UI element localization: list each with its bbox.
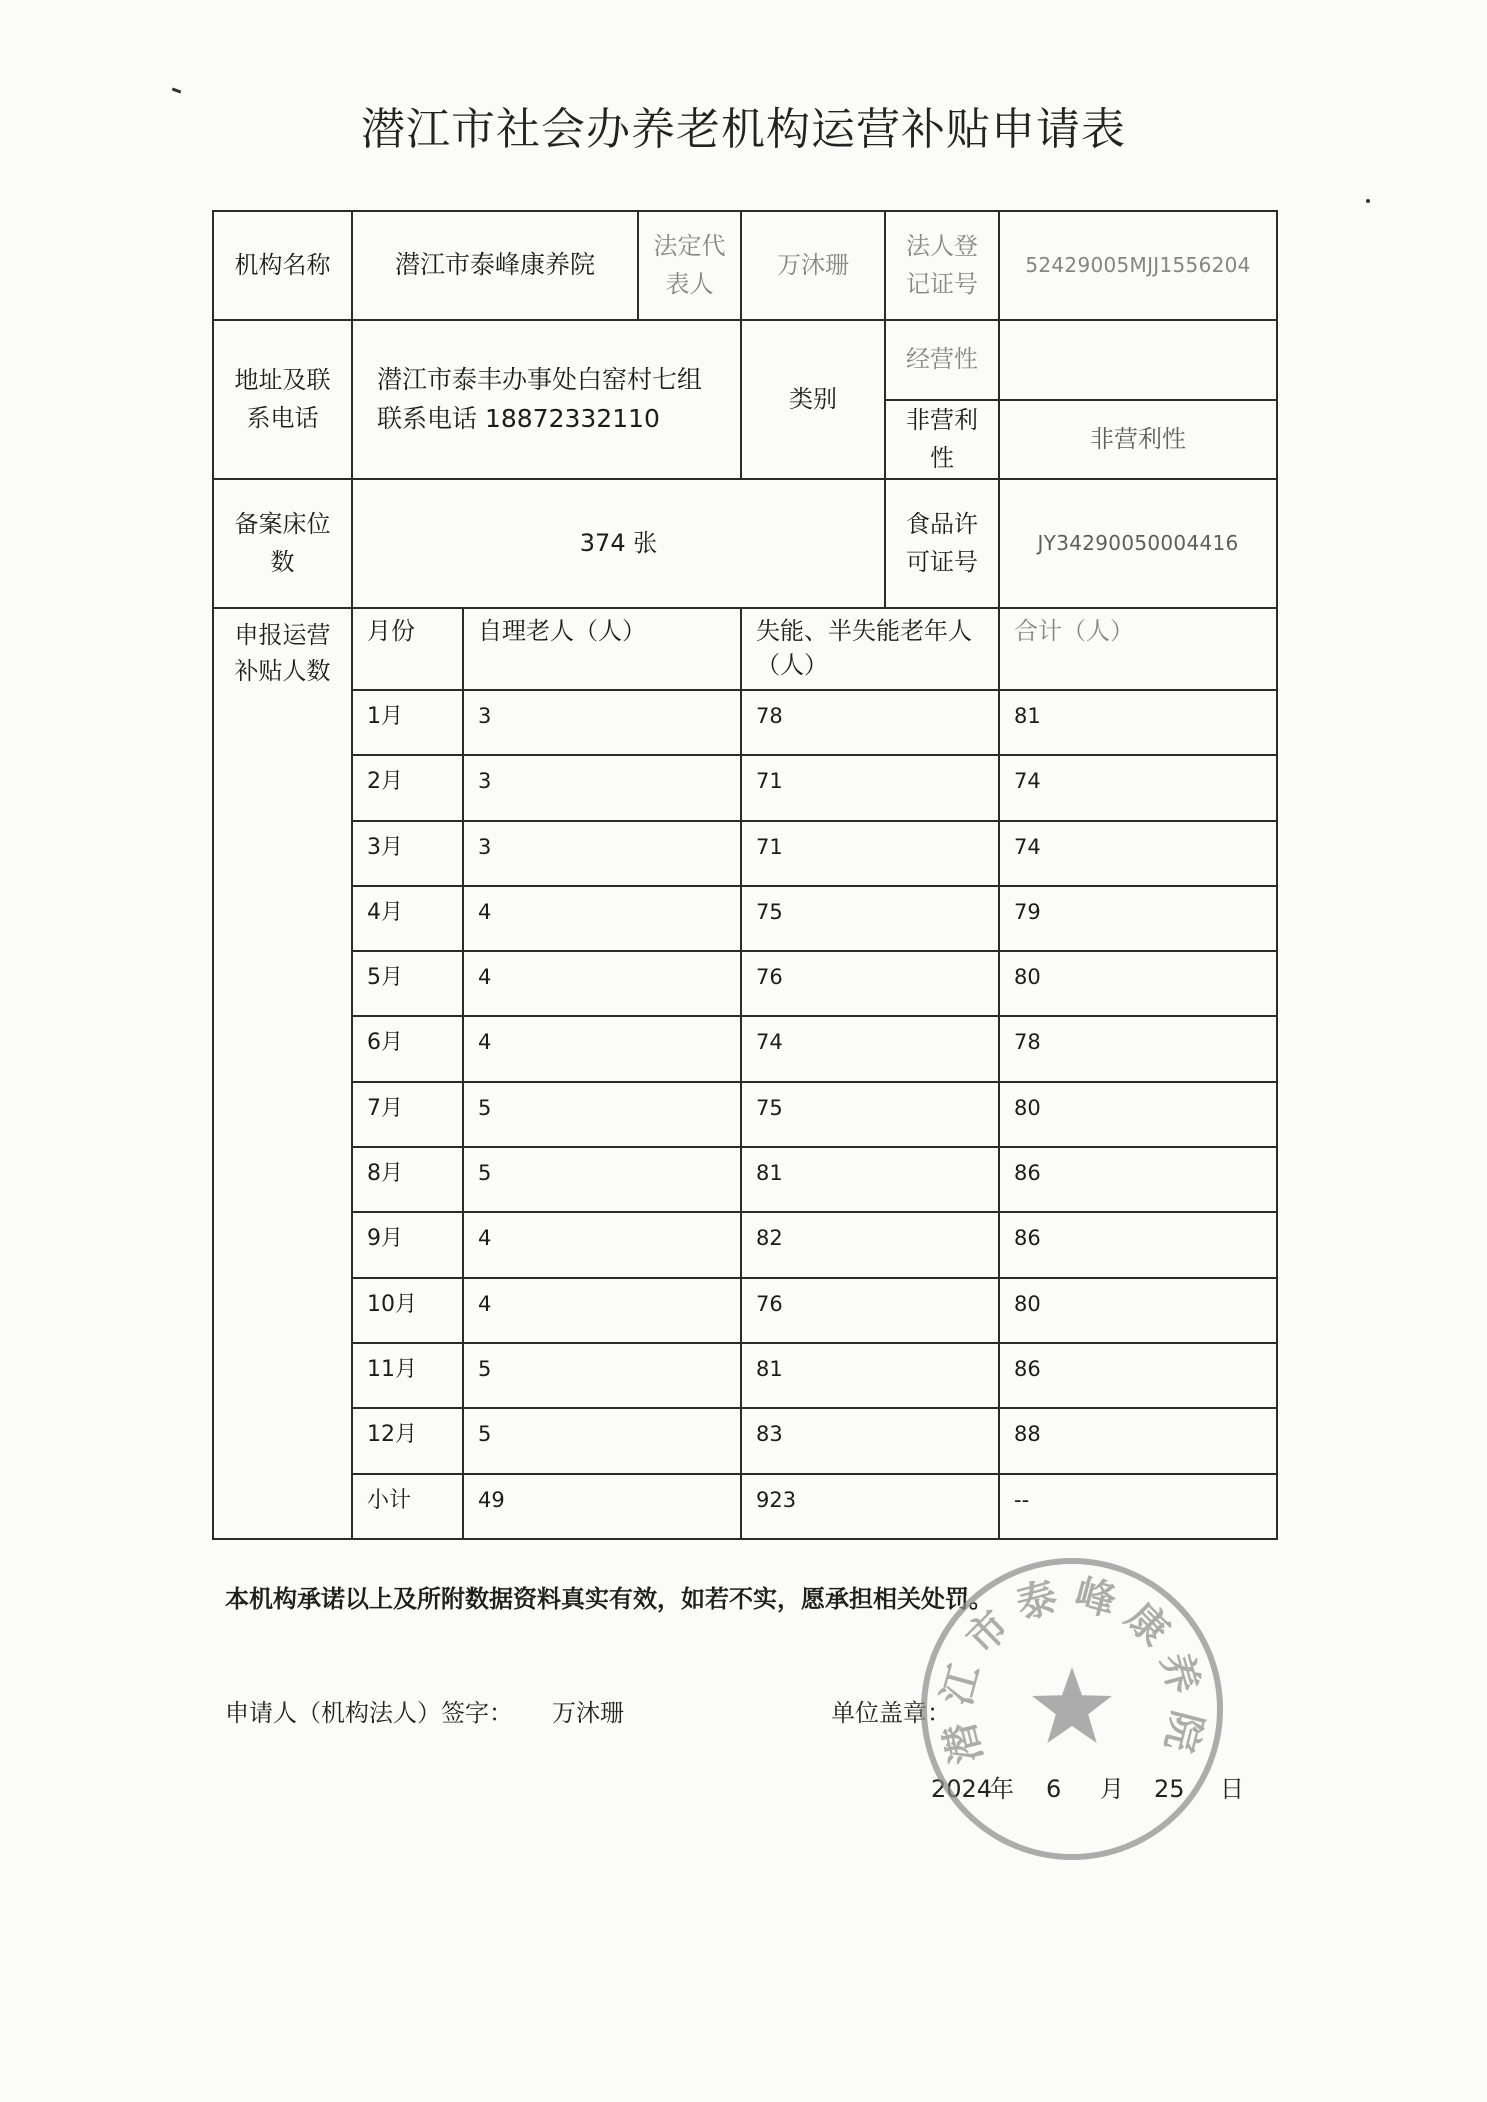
month-row — [213, 1016, 1277, 1081]
self-care-count-cell: 4 — [463, 1212, 741, 1277]
disabled-count-cell: 78 — [741, 690, 999, 755]
non-profit-label: 非营利性 — [885, 400, 999, 479]
month-row — [213, 755, 1277, 820]
disabled-count-cell: 75 — [741, 886, 999, 951]
application-form-table — [212, 210, 1278, 1540]
subsidy-section-label: 申报运营补贴人数 — [213, 608, 352, 1539]
total-count-cell: 78 — [999, 1016, 1277, 1081]
disabled-count-cell: 75 — [741, 1082, 999, 1147]
month-row — [213, 821, 1277, 886]
reg-no-value: 52429005MJJ1556204 — [999, 211, 1277, 320]
org-info-row — [213, 211, 1277, 320]
self-care-header: 自理老人（人） — [463, 608, 741, 690]
month-row — [213, 886, 1277, 951]
scan-speck — [1366, 199, 1370, 203]
legal-rep-label: 法定代表人 — [638, 211, 741, 320]
beds-row — [213, 479, 1277, 608]
total-count-cell: 80 — [999, 1082, 1277, 1147]
total-count-cell: 79 — [999, 886, 1277, 951]
scan-speck — [172, 88, 181, 94]
month-cell: 7月 — [352, 1082, 463, 1147]
date-month-unit: 月 — [1100, 1775, 1124, 1803]
disabled-count-cell: 81 — [741, 1343, 999, 1408]
month-row — [213, 1343, 1277, 1408]
applicant-signature-label: 申请人（机构法人）签字： — [225, 1699, 513, 1727]
self-care-count-cell: 5 — [463, 1408, 741, 1473]
address-cell — [352, 320, 741, 479]
total-header: 合计（人） — [999, 608, 1277, 690]
disabled-count-cell: 923 — [741, 1474, 999, 1539]
self-care-count-cell: 5 — [463, 1147, 741, 1212]
disabled-count-cell: 71 — [741, 821, 999, 886]
month-row — [213, 951, 1277, 1016]
seal-text-path: 潜江市泰峰康养院 — [932, 1569, 1212, 1769]
month-cell: 小计 — [352, 1474, 463, 1539]
self-care-count-cell: 3 — [463, 690, 741, 755]
food-license-value: JY34290050004416 — [999, 479, 1277, 608]
beds-value: 374 张 — [352, 479, 885, 608]
month-row — [213, 1408, 1277, 1473]
total-count-cell: 74 — [999, 821, 1277, 886]
seal-star-icon — [1032, 1667, 1112, 1743]
month-cell: 10月 — [352, 1278, 463, 1343]
month-cell: 4月 — [352, 886, 463, 951]
total-count-cell: 86 — [999, 1343, 1277, 1408]
disabled-count-cell: 74 — [741, 1016, 999, 1081]
total-count-cell: -- — [999, 1474, 1277, 1539]
org-name-value: 潜江市泰峰康养院 — [352, 211, 638, 320]
month-row — [213, 1147, 1277, 1212]
month-cell: 11月 — [352, 1343, 463, 1408]
form-table-body — [213, 211, 1277, 1539]
address-label: 地址及联系电话 — [213, 320, 352, 479]
self-care-count-cell: 4 — [463, 1016, 741, 1081]
month-cell: 1月 — [352, 690, 463, 755]
month-cell: 12月 — [352, 1408, 463, 1473]
total-count-cell: 80 — [999, 1278, 1277, 1343]
self-care-count-cell: 3 — [463, 821, 741, 886]
month-cell: 6月 — [352, 1016, 463, 1081]
self-care-count-cell: 4 — [463, 1278, 741, 1343]
month-cell: 5月 — [352, 951, 463, 1016]
disabled-count-cell: 83 — [741, 1408, 999, 1473]
beds-label: 备案床位数 — [213, 479, 352, 608]
total-count-cell: 80 — [999, 951, 1277, 1016]
date-day: 25 — [1154, 1775, 1185, 1803]
seal-label: 单位盖章： — [831, 1699, 951, 1727]
disabled-count-cell: 82 — [741, 1212, 999, 1277]
self-care-count-cell: 4 — [463, 951, 741, 1016]
disabled-count-cell: 76 — [741, 1278, 999, 1343]
self-care-count-cell: 49 — [463, 1474, 741, 1539]
month-row — [213, 1082, 1277, 1147]
address-value: 潜江市泰丰办事处白窑村七组 — [377, 364, 703, 394]
for-profit-value — [999, 320, 1277, 400]
total-count-cell: 86 — [999, 1147, 1277, 1212]
reg-no-label: 法人登记证号 — [885, 211, 999, 320]
month-cell: 8月 — [352, 1147, 463, 1212]
disabled-count-cell: 76 — [741, 951, 999, 1016]
total-count-cell: 88 — [999, 1408, 1277, 1473]
self-care-count-cell: 5 — [463, 1082, 741, 1147]
date-year: 2024 — [931, 1775, 993, 1803]
self-care-count-cell: 3 — [463, 755, 741, 820]
date-year-unit: 年 — [990, 1775, 1014, 1803]
disabled-count-cell: 71 — [741, 755, 999, 820]
for-profit-label: 经营性 — [885, 320, 999, 400]
month-cell: 3月 — [352, 821, 463, 886]
disabled-header: 失能、半失能老年人（人） — [741, 608, 999, 690]
self-care-count-cell: 5 — [463, 1343, 741, 1408]
subsidy-header-row — [213, 608, 1277, 690]
total-count-cell: 86 — [999, 1212, 1277, 1277]
month-cell: 9月 — [352, 1212, 463, 1277]
month-row — [213, 1212, 1277, 1277]
category-label: 类别 — [741, 320, 885, 479]
form-title: 潜江市社会办养老机构运营补贴申请表 — [361, 104, 1126, 155]
month-cell: 2月 — [352, 755, 463, 820]
legal-rep-value: 万沐珊 — [741, 211, 885, 320]
org-name-label: 机构名称 — [213, 211, 352, 320]
total-count-cell: 81 — [999, 690, 1277, 755]
applicant-signature: 万沐珊 — [552, 1699, 624, 1727]
month-row — [213, 1278, 1277, 1343]
disabled-count-cell: 81 — [741, 1147, 999, 1212]
date-day-unit: 日 — [1220, 1775, 1244, 1803]
phone-value: 联系电话 18872332110 — [377, 403, 660, 433]
commitment-statement: 本机构承诺以上及所附数据资料真实有效，如若不实，愿承担相关处罚。 — [225, 1585, 993, 1613]
address-row — [213, 320, 1277, 400]
date-month: 6 — [1046, 1775, 1062, 1803]
subtotal-row — [213, 1474, 1277, 1539]
food-license-label: 食品许可证号 — [885, 479, 999, 608]
month-header: 月份 — [352, 608, 463, 690]
self-care-count-cell: 4 — [463, 886, 741, 951]
month-row — [213, 690, 1277, 755]
total-count-cell: 74 — [999, 755, 1277, 820]
non-profit-value: 非营利性 — [999, 400, 1277, 479]
